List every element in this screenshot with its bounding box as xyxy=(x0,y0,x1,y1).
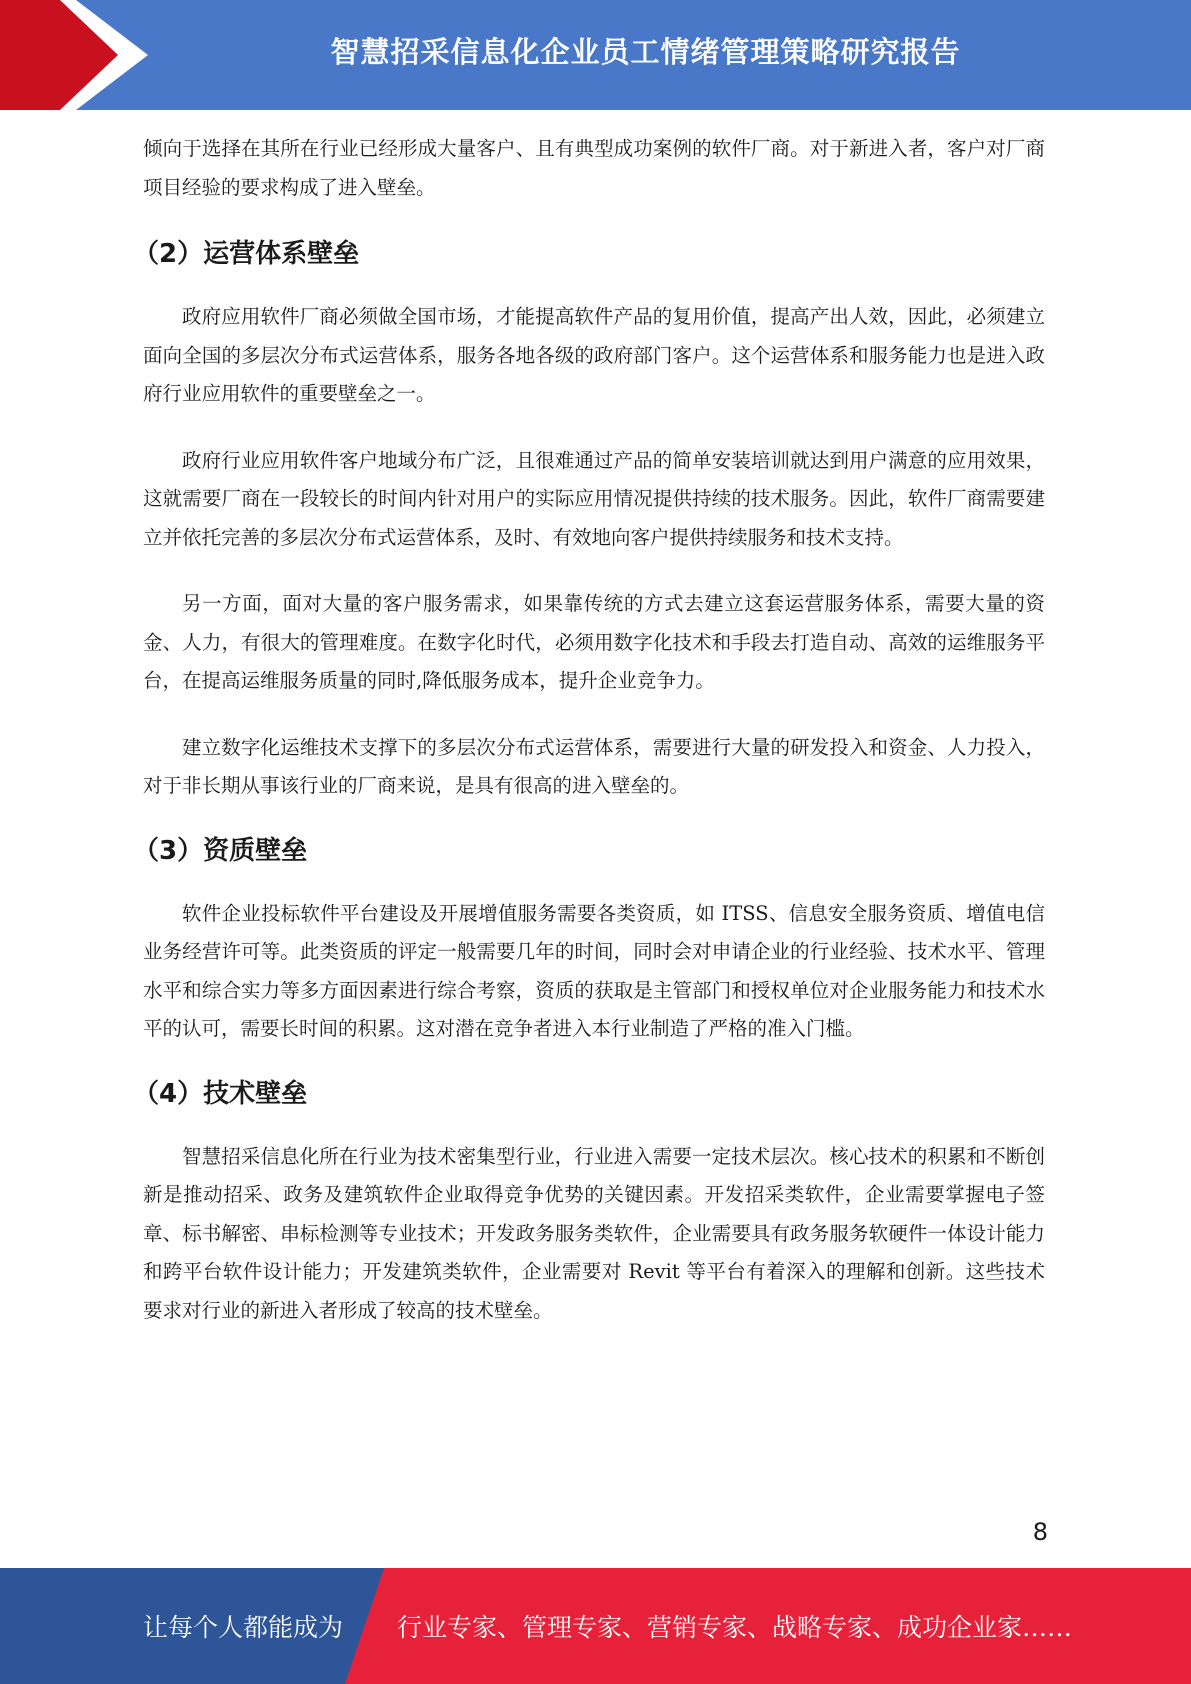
paragraph-intro: 倾向于选择在其所在行业已经形成大量客户、且有典型成功案例的软件厂商。对于新进入者，客户对厂商项目经验的要求构成了进入壁垒。 xyxy=(143,137,1045,199)
paragraph-technology-1: 智慧招采信息化所在行业为技术密集型行业，行业进入需要一定技术层次。核心技术的积累和不断创新是推动招采、政务及建筑软件企业取得竞争优势的关键因素。开发招采类软件，企业需要掌握电子签章、标书解密、串标检测等专业技术；开发政务服务类软件，企业需要具有政务服务软硬件一体设计能力和跨平台软件设计能力；开发建筑类软件，企业需要对 Revit 等平台有着深入的理解和创新。这些技术要求对行业的新进入者形成了较高的技术壁垒。 xyxy=(143,1144,1045,1322)
paragraph-qualification-1: 软件企业投标软件平台建设及开展增值服务需要各类资质，如 ITSS、信息安全服务资质、增值电信业务经营许可等。此类资质的评定一般需要几年的时间，同时会对申请企业的行业经验、技术水平、管理水平和综合实力等多方面因素进行综合考察，资质的获取是主管部门和授权单位对企业服务能力和技术水平的认可，需要长时间的积累。这对潜在竞争者进入本行业制造了严格的准入门槛。 xyxy=(143,901,1045,1040)
paragraph-operations-4: 建立数字化运维技术支撑下的多层次分布式运营体系，需要进行大量的研发投入和资金、人力投入，对于非长期从事该行业的厂商来说，是具有很高的进入壁垒的。 xyxy=(143,735,1045,797)
footer-slogan-left: 让每个人都能成为 xyxy=(143,1613,344,1642)
section-heading-qualification: （3）资质壁垒 xyxy=(133,835,308,866)
paragraph-operations-2: 政府行业应用软件客户地域分布广泛，且很难通过产品的简单安装培训就达到用户满意的应用效果，这就需要厂商在一段较长的时间内针对用户的实际应用情况提供持续的技术服务。因此，软件厂商需要建立并依托完善的多层次分布式运营体系，及时、有效地向客户提供持续服务和技术支持。 xyxy=(143,448,1045,549)
page-footer xyxy=(0,1568,1191,1684)
paragraph-operations-3: 另一方面，面对大量的客户服务需求，如果靠传统的方式去建立这套运营服务体系，需要大量的资金、人力，有很大的管理难度。在数字化时代，必须用数字化技术和手段去打造自动、高效的运维服务平台，在提高运维服务质量的同时,降低服务成本，提升企业竞争力。 xyxy=(143,592,1045,692)
page-content xyxy=(133,130,1045,1330)
section-heading-operations: （2）运营体系壁垒 xyxy=(133,239,360,269)
footer-slogan-right: 行业专家、管理专家、营销专家、战略专家、成功企业家…… xyxy=(397,1613,1073,1642)
paragraph-operations-1: 政府应用软件厂商必须做全国市场，才能提高软件产品的复用价值，提高产出人效，因此，必须建立面向全国的多层次分布式运营体系，服务各地各级的政府部门客户。这个运营体系和服务能力也是进入政府行业应用软件的重要壁垒之一。 xyxy=(143,305,1045,405)
page-number: 8 xyxy=(1032,1518,1048,1546)
section-heading-technology: （4）技术壁垒 xyxy=(133,1078,308,1109)
page-header xyxy=(0,0,1191,110)
report-title: 智慧招采信息化企业员工情绪管理策略研究报告 xyxy=(330,34,961,69)
header-chevron-decoration xyxy=(0,0,160,110)
